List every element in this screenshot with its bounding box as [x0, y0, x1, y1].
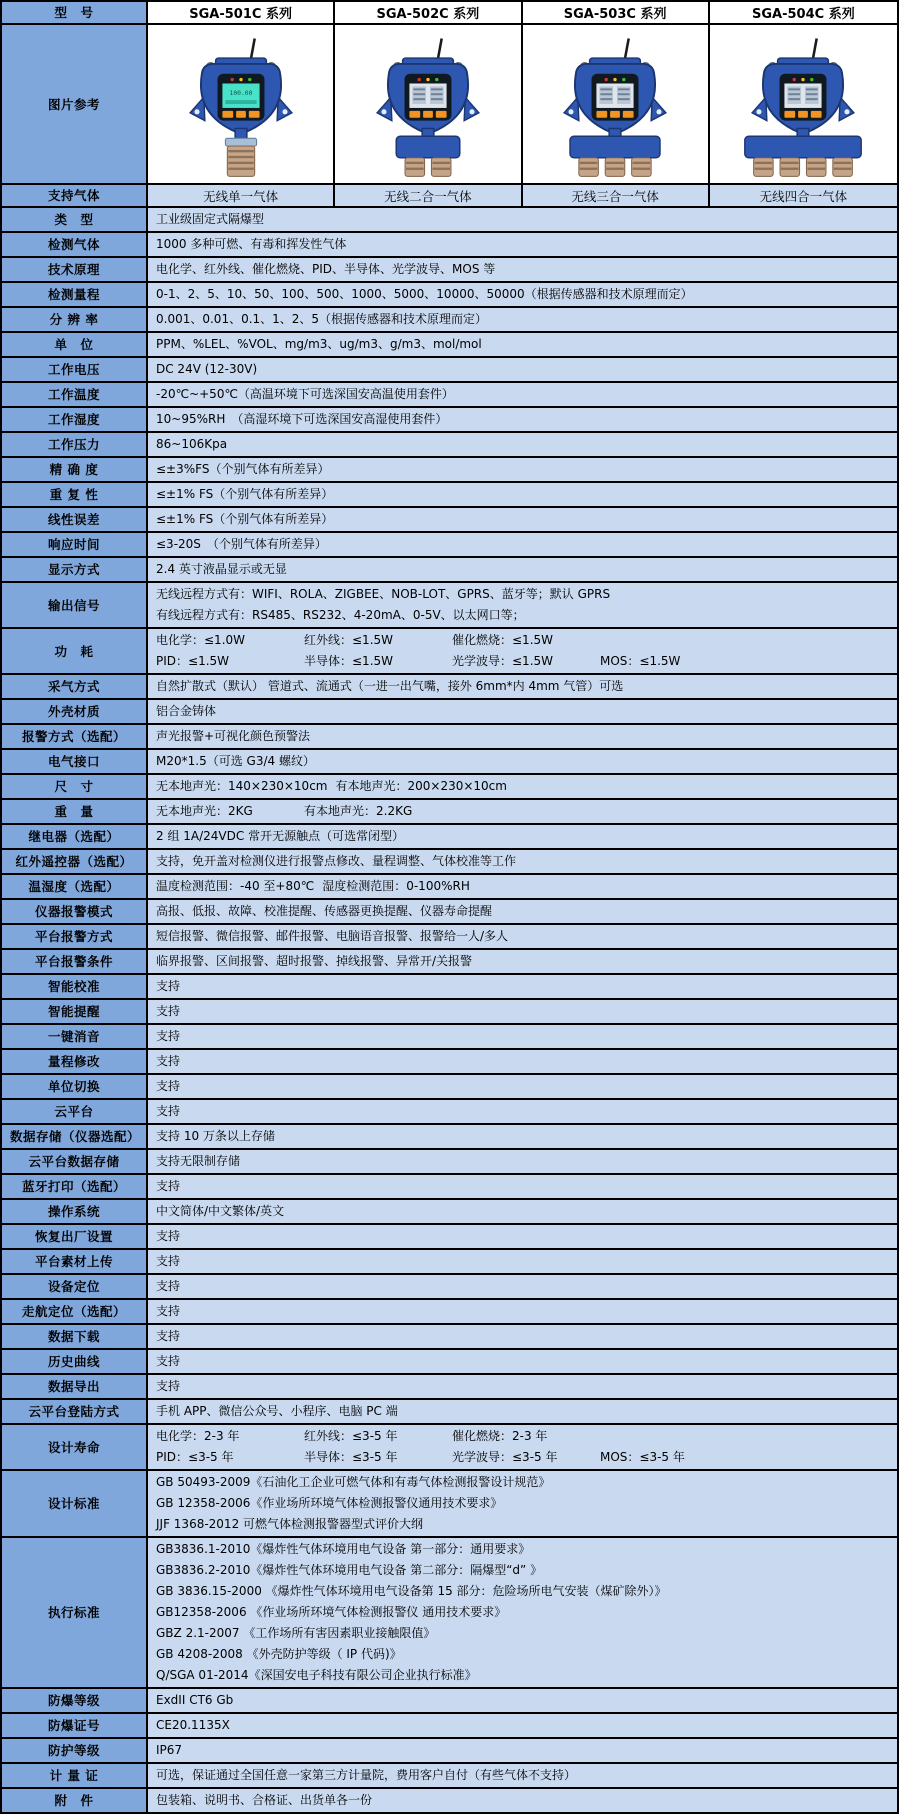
- spec-row: [2, 750, 897, 775]
- supported-gas-label: 支持气体: [2, 185, 148, 206]
- supported-gas-sga-501c: 无线单一气体: [148, 185, 335, 206]
- spec-row: [2, 1000, 897, 1025]
- spec-row: [2, 1375, 897, 1400]
- spec-row-value: 支持，免开盖对检测仪进行报警点修改、量程调整、气体校准等工作: [148, 850, 897, 873]
- spec-row: [2, 1350, 897, 1375]
- spec-row-label: 数据存储（仪器选配）: [2, 1125, 148, 1148]
- spec-row-label: 设计寿命: [2, 1425, 148, 1469]
- spec-row: [2, 725, 897, 750]
- spec-row-value: 无本地声光：140×230×10cm 有本地声光：200×230×10cm: [148, 775, 897, 798]
- spec-row-value: 支持无限制存储: [148, 1150, 897, 1173]
- spec-row-value: -20℃~+50℃（高温环境下可选深国安高温使用套件）: [148, 383, 897, 406]
- spec-row-value: 电化学、红外线、催化燃烧、PID、半导体、光学波导、MOS 等: [148, 258, 897, 281]
- spec-row-label: 历史曲线: [2, 1350, 148, 1373]
- spec-row: [2, 1400, 897, 1425]
- spec-row-value: 电化学：≤1.0W 红外线：≤1.5W 催化燃烧：≤1.5W PID：≤1.5W 半导体：≤1.5W 光学波导：≤1.5W MOS：≤1.5W: [148, 629, 897, 673]
- spec-row-value: 工业级固定式隔爆型: [148, 208, 897, 231]
- spec-row: [2, 208, 897, 233]
- spec-row-label: 检测量程: [2, 283, 148, 306]
- gas-detector-image: [527, 29, 703, 181]
- gas-detector-image: [153, 29, 329, 181]
- spec-row-value: 温度检测范围：-40 至+80℃ 湿度检测范围：0-100%RH: [148, 875, 897, 898]
- spec-row-label: 一键消音: [2, 1025, 148, 1048]
- spec-row-value: 铝合金铸体: [148, 700, 897, 723]
- spec-row-label: 外壳材质: [2, 700, 148, 723]
- spec-row-label: 防爆证号: [2, 1714, 148, 1737]
- spec-row-label: 平台报警方式: [2, 925, 148, 948]
- model-row-label: 型 号: [2, 2, 148, 23]
- spec-row: [2, 900, 897, 925]
- product-image-cell-sga-501c: [148, 25, 335, 183]
- spec-row: [2, 258, 897, 283]
- spec-row-label: 技术原理: [2, 258, 148, 281]
- spec-row: [2, 875, 897, 900]
- spec-row-value: 2 组 1A/24VDC 常开无源触点（可选常闭型）: [148, 825, 897, 848]
- spec-row: [2, 283, 897, 308]
- spec-row-value: 临界报警、区间报警、超时报警、掉线报警、异常开/关报警: [148, 950, 897, 973]
- spec-row-value: 支持: [148, 1000, 897, 1023]
- product-image-cell-sga-504c: [710, 25, 897, 183]
- spec-row-label: 工作湿度: [2, 408, 148, 431]
- spec-row-value: 无本地声光：2KG 有本地声光：2.2KG: [148, 800, 897, 823]
- spec-row: [2, 800, 897, 825]
- spec-row: [2, 1764, 897, 1789]
- spec-row: [2, 1739, 897, 1764]
- spec-row-label: 电气接口: [2, 750, 148, 773]
- spec-row: [2, 1100, 897, 1125]
- spec-row-label: 蓝牙打印（选配）: [2, 1175, 148, 1198]
- spec-row-label: 云平台登陆方式: [2, 1400, 148, 1423]
- spec-row-value: 支持: [148, 1100, 897, 1123]
- spec-row: [2, 358, 897, 383]
- spec-row-value: ≤±1% FS（个别气体有所差异）: [148, 483, 897, 506]
- spec-row: [2, 775, 897, 800]
- spec-row-value: 可选，保证通过全国任意一家第三方计量院，费用客户自付（有些气体不支持）: [148, 1764, 897, 1787]
- product-image-cell-sga-502c: [335, 25, 522, 183]
- product-image-row: [2, 25, 897, 185]
- spec-row-label: 恢复出厂设置: [2, 1225, 148, 1248]
- spec-rows: [2, 208, 897, 1814]
- spec-row-label: 类 型: [2, 208, 148, 231]
- spec-row: [2, 675, 897, 700]
- spec-row-label: 附 件: [2, 1789, 148, 1812]
- model-name-sga-504c: SGA-504C 系列: [710, 2, 897, 23]
- spec-row-label: 执行标准: [2, 1538, 148, 1687]
- spec-row-value: 支持: [148, 1250, 897, 1273]
- spec-row-label: 线性误差: [2, 508, 148, 531]
- spec-row: [2, 308, 897, 333]
- spec-row-value: 支持: [148, 1075, 897, 1098]
- spec-row-label: 操作系统: [2, 1200, 148, 1223]
- spec-row-value: 无线远程方式有：WIFI、ROLA、ZIGBEE、NOB-LOT、GPRS、蓝牙等；默认 GPRS 有线远程方式有：RS485、RS232、4-20mA、0-5V、以太网口等；: [148, 583, 897, 627]
- supported-gas-row: [2, 185, 897, 208]
- spec-row-label: 工作电压: [2, 358, 148, 381]
- product-image-cell-sga-503c: [523, 25, 710, 183]
- spec-row-label: 设计标准: [2, 1471, 148, 1536]
- spec-row-value: 自然扩散式（默认） 管道式、流通式（一进一出气嘴，接外 6mm*内 4mm 气管）可选: [148, 675, 897, 698]
- spec-row-label: 显示方式: [2, 558, 148, 581]
- supported-gas-sga-502c: 无线二合一气体: [335, 185, 522, 206]
- spec-row: [2, 1125, 897, 1150]
- spec-row-label: 计 量 证: [2, 1764, 148, 1787]
- spec-row-value: 支持: [148, 1275, 897, 1298]
- spec-row-value: 10~95%RH （高湿环境下可选深国安高湿使用套件）: [148, 408, 897, 431]
- spec-row: [2, 1538, 897, 1689]
- spec-row: [2, 1225, 897, 1250]
- spec-row-label: 尺 寸: [2, 775, 148, 798]
- spec-row: [2, 383, 897, 408]
- spec-row-value: GB3836.1-2010《爆炸性气体环境用电气设备 第一部分：通用要求》 GB3836.2-2010《爆炸性气体环境用电气设备 第二部分：隔爆型“d” 》 GB 3836.15-2000 《爆炸性气体环境用电气设备第 15 部分：危险场所电气安装（煤矿除外）》 GB12358-2006 《作业场所环境气体检测报警仪 通用技术要求》 GBZ 2.1-2007 《工作场所有害因素职业接触限值》 GB 4208-2008 《外壳防护等级（ IP 代码)》 Q/SGA 01-2014《深国安电子科技有限公司企业执行标准》: [148, 1538, 897, 1687]
- spec-row-label: 平台素材上传: [2, 1250, 148, 1273]
- spec-row-value: 支持: [148, 1175, 897, 1198]
- spec-row: [2, 1425, 897, 1471]
- spec-row: [2, 825, 897, 850]
- spec-row-label: 功 耗: [2, 629, 148, 673]
- spec-row: [2, 408, 897, 433]
- spec-row: [2, 1789, 897, 1814]
- spec-row-label: 重 量: [2, 800, 148, 823]
- spec-row: [2, 533, 897, 558]
- spec-row-label: 数据下载: [2, 1325, 148, 1348]
- spec-row-label: 响应时间: [2, 533, 148, 556]
- spec-row-label: 工作温度: [2, 383, 148, 406]
- spec-row: [2, 1200, 897, 1225]
- spec-row-value: 支持: [148, 1050, 897, 1073]
- spec-row: [2, 925, 897, 950]
- spec-row: [2, 700, 897, 725]
- supported-gas-sga-504c: 无线四合一气体: [710, 185, 897, 206]
- model-name-sga-503c: SGA-503C 系列: [523, 2, 710, 23]
- spec-row: [2, 508, 897, 533]
- spec-row-label: 工作压力: [2, 433, 148, 456]
- spec-row: [2, 333, 897, 358]
- spec-row-label: 采气方式: [2, 675, 148, 698]
- gas-detector-image: [715, 29, 891, 181]
- spec-row: [2, 583, 897, 629]
- spec-row-value: 支持: [148, 1325, 897, 1348]
- spec-row-label: 精 确 度: [2, 458, 148, 481]
- spec-row-label: 红外遥控器（选配）: [2, 850, 148, 873]
- spec-row-value: 2.4 英寸液晶显示或无显: [148, 558, 897, 581]
- spec-row: [2, 1175, 897, 1200]
- spec-row-value: 中文简体/中文繁体/英文: [148, 1200, 897, 1223]
- spec-row-value: 支持 10 万条以上存储: [148, 1125, 897, 1148]
- spec-row: [2, 850, 897, 875]
- spec-row: [2, 1300, 897, 1325]
- spec-row-value: 支持: [148, 1025, 897, 1048]
- spec-row-label: 输出信号: [2, 583, 148, 627]
- model-name-sga-501c: SGA-501C 系列: [148, 2, 335, 23]
- spec-row-value: 支持: [148, 1350, 897, 1373]
- spec-row-label: 单位切换: [2, 1075, 148, 1098]
- gas-detector-image: [340, 29, 516, 181]
- spec-row: [2, 1150, 897, 1175]
- spec-row: [2, 233, 897, 258]
- spec-row-label: 云平台: [2, 1100, 148, 1123]
- spec-row: [2, 629, 897, 675]
- spec-row-label: 防护等级: [2, 1739, 148, 1762]
- spec-row-label: 报警方式（选配）: [2, 725, 148, 748]
- spec-row-label: 分 辨 率: [2, 308, 148, 331]
- spec-row-value: 0.001、0.01、0.1、1、2、5（根据传感器和技术原理而定）: [148, 308, 897, 331]
- spec-row-label: 检测气体: [2, 233, 148, 256]
- spec-row-value: IP67: [148, 1739, 897, 1762]
- spec-row: [2, 1250, 897, 1275]
- spec-row-value: ≤3-20S （个别气体有所差异）: [148, 533, 897, 556]
- spec-row-label: 数据导出: [2, 1375, 148, 1398]
- spec-row-label: 量程修改: [2, 1050, 148, 1073]
- spec-row-value: 手机 APP、微信公众号、小程序、电脑 PC 端: [148, 1400, 897, 1423]
- spec-row-value: PPM、%LEL、%VOL、mg/m3、ug/m3、g/m3、mol/mol: [148, 333, 897, 356]
- spec-row-value: 86~106Kpa: [148, 433, 897, 456]
- spec-row-value: GB 50493-2009《石油化工企业可燃气体和有毒气体检测报警设计规范》 GB 12358-2006《作业场所环境气体检测报警仪通用技术要求》 JJF 1368-2012 可燃气体检测报警器型式评价大纲: [148, 1471, 897, 1536]
- spec-row: [2, 483, 897, 508]
- image-row-label: 图片参考: [2, 25, 148, 183]
- spec-row-value: 支持: [148, 975, 897, 998]
- spec-row-value: 高报、低报、故障、校准提醒、传感器更换提醒、仪器寿命提醒: [148, 900, 897, 923]
- spec-row-value: 包装箱、说明书、合格证、出货单各一份: [148, 1789, 897, 1812]
- spec-row-value: 1000 多种可燃、有毒和挥发性气体: [148, 233, 897, 256]
- spec-row-label: 温湿度（选配）: [2, 875, 148, 898]
- spec-row-value: 支持: [148, 1300, 897, 1323]
- spec-row-value: 电化学：2-3 年 红外线：≤3-5 年 催化燃烧：2-3 年 PID：≤3-5 年 半导体：≤3-5 年 光学波导：≤3-5 年 MOS：≤3-5 年: [148, 1425, 897, 1469]
- spec-row-value: 声光报警+可视化颜色预警法: [148, 725, 897, 748]
- spec-row-label: 防爆等级: [2, 1689, 148, 1712]
- spec-row: [2, 1325, 897, 1350]
- spec-row-value: CE20.1135X: [148, 1714, 897, 1737]
- spec-row: [2, 1275, 897, 1300]
- spec-row: [2, 950, 897, 975]
- spec-row-label: 设备定位: [2, 1275, 148, 1298]
- spec-row: [2, 1025, 897, 1050]
- spec-row: [2, 458, 897, 483]
- spec-row: [2, 433, 897, 458]
- spec-row-label: 智能校准: [2, 975, 148, 998]
- spec-row-value: ≤±3%FS（个别气体有所差异）: [148, 458, 897, 481]
- spec-row-label: 重 复 性: [2, 483, 148, 506]
- model-header-row: [2, 2, 897, 25]
- spec-row: [2, 1714, 897, 1739]
- spec-row: [2, 1471, 897, 1538]
- spec-row-value: M20*1.5（可选 G3/4 螺纹）: [148, 750, 897, 773]
- spec-row-label: 仪器报警模式: [2, 900, 148, 923]
- spec-row-value: 支持: [148, 1375, 897, 1398]
- spec-row-label: 云平台数据存储: [2, 1150, 148, 1173]
- spec-row: [2, 1689, 897, 1714]
- spec-row-value: ExdII CT6 Gb: [148, 1689, 897, 1712]
- spec-row-label: 平台报警条件: [2, 950, 148, 973]
- spec-row-value: 短信报警、微信报警、邮件报警、电脑语音报警、报警给一人/多人: [148, 925, 897, 948]
- spec-row-value: ≤±1% FS（个别气体有所差异）: [148, 508, 897, 531]
- spec-row-label: 智能提醒: [2, 1000, 148, 1023]
- spec-row: [2, 1075, 897, 1100]
- spec-row-value: 0-1、2、5、10、50、100、500、1000、5000、10000、50000（根据传感器和技术原理而定）: [148, 283, 897, 306]
- svg-text:100.00: 100.00: [229, 90, 253, 98]
- spec-row-label: 走航定位（选配）: [2, 1300, 148, 1323]
- spec-row-label: 继电器（选配）: [2, 825, 148, 848]
- spec-row-value: DC 24V (12-30V): [148, 358, 897, 381]
- model-name-sga-502c: SGA-502C 系列: [335, 2, 522, 23]
- spec-row-label: 单 位: [2, 333, 148, 356]
- spec-row: [2, 558, 897, 583]
- supported-gas-sga-503c: 无线三合一气体: [523, 185, 710, 206]
- spec-row: [2, 975, 897, 1000]
- spec-row: [2, 1050, 897, 1075]
- spec-row-value: 支持: [148, 1225, 897, 1248]
